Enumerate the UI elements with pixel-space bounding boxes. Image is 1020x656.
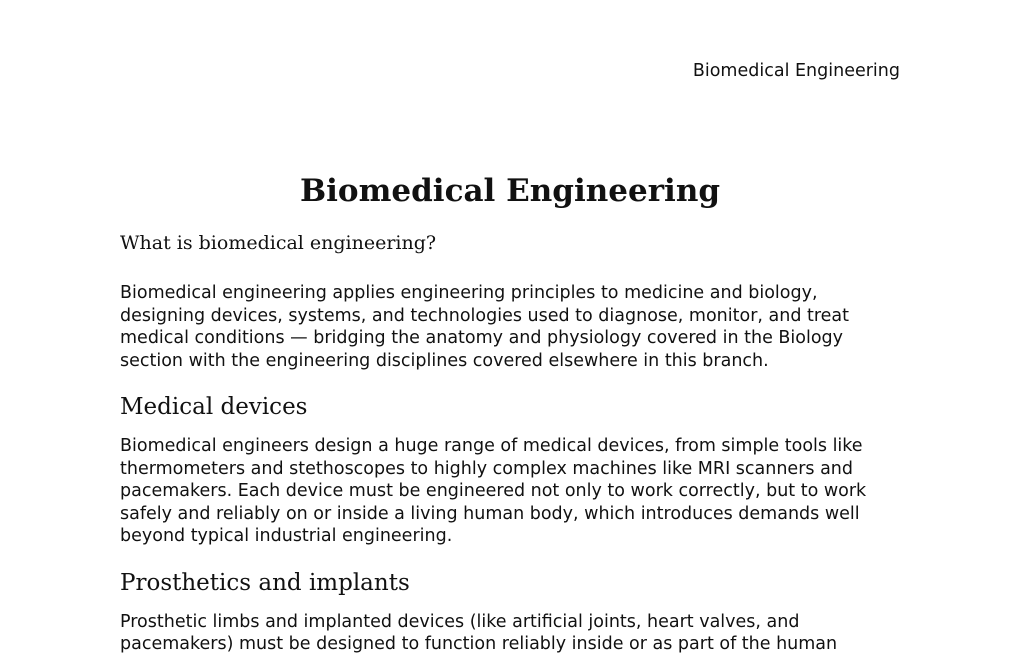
section-heading-medical-devices: Medical devices [120, 394, 308, 420]
running-header: Biomedical Engineering [692, 61, 900, 81]
intro-paragraph: Biomedical engineering applies engineering principles to medicine and biology, designing devices, systems, and technologies used to diagnose, monitor, and treat medical conditions — bridging the anatomy and physiology covered in the Biology section with the engineering disciplines covered elsewhere in this branch. [120, 283, 850, 371]
document-content [120, 170, 900, 656]
section-paragraph-medical-devices: Biomedical engineers design a huge range of medical devices, from simple tools like thermometers and stethoscopes to highly complex machines like MRI scanners and pacemakers. Each device must be engineered not only to work correctly, but to work safely and reliably on or inside a living human body, which introduces demands well beyond typical industrial engineering. [120, 436, 867, 546]
page-title: Biomedical Engineering [299, 173, 721, 209]
page-subtitle: What is biomedical engineering? [120, 232, 437, 254]
section-paragraph-prosthetics: Prosthetic limbs and implanted devices (like artificial joints, heart valves, and pacemakers) must be designed to function reliably inside or as part of the human [120, 611, 838, 654]
section-heading-prosthetics: Prosthetics and implants [120, 569, 410, 596]
